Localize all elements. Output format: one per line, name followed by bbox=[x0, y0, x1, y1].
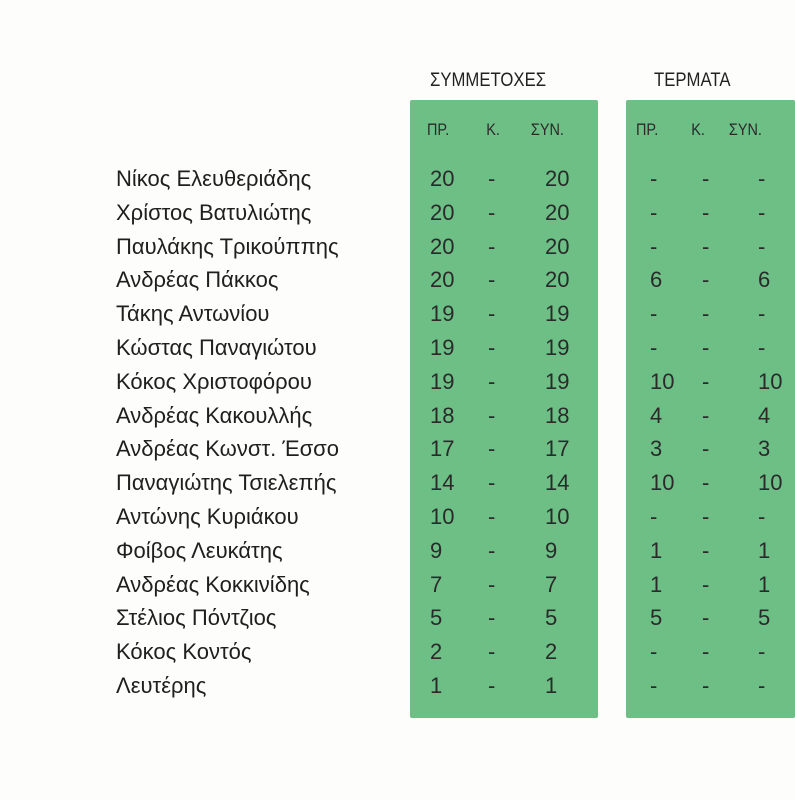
goal-cell: - bbox=[650, 639, 658, 664]
goal-cell: 10 bbox=[758, 470, 783, 495]
goals-col-sub: Κ. bbox=[691, 120, 705, 139]
appearance-cell: 20 bbox=[430, 234, 455, 259]
appearance-cell: 19 bbox=[545, 335, 570, 360]
goal-cell: - bbox=[758, 301, 766, 326]
appearance-cell: 19 bbox=[545, 301, 570, 326]
appearance-cell: 19 bbox=[430, 335, 455, 360]
appearance-cell: - bbox=[488, 538, 496, 563]
appearance-cell: - bbox=[488, 166, 496, 191]
player-name: Αντώνης Κυριάκου bbox=[116, 504, 299, 529]
player-name: Παυλάκης Τρικούππης bbox=[116, 234, 339, 259]
appearance-cell: - bbox=[488, 572, 496, 597]
appearance-cell: 17 bbox=[430, 436, 455, 461]
player-name: Στέλιος Πόντζιος bbox=[116, 605, 277, 630]
goal-cell: - bbox=[702, 267, 710, 292]
apps-col-start: ΠΡ. bbox=[426, 120, 450, 139]
goal-cell: - bbox=[702, 200, 710, 225]
goal-cell: 10 bbox=[650, 470, 675, 495]
goal-cell: - bbox=[702, 436, 710, 461]
appearance-cell: 18 bbox=[545, 403, 570, 428]
goal-cell: 5 bbox=[758, 605, 771, 630]
goal-cell: 4 bbox=[650, 403, 663, 428]
appearance-cell: - bbox=[488, 470, 496, 495]
appearance-cell: 19 bbox=[430, 301, 455, 326]
appearances-title: ΣΥΜΜΕΤΟΧΕΣ bbox=[430, 70, 547, 91]
goal-cell: - bbox=[758, 166, 766, 191]
appearance-cell: - bbox=[488, 605, 496, 630]
goal-cell: - bbox=[758, 200, 766, 225]
appearance-cell: 20 bbox=[430, 200, 455, 225]
appearance-cell: - bbox=[488, 639, 496, 664]
appearance-cell: 19 bbox=[545, 369, 570, 394]
player-name: Ανδρέας Κοκκινίδης bbox=[116, 572, 310, 597]
player-name: Λευτέρης bbox=[116, 673, 207, 698]
goal-cell: - bbox=[702, 470, 710, 495]
goal-cell: 6 bbox=[650, 267, 663, 292]
goal-cell: 1 bbox=[650, 572, 663, 597]
player-name: Κόκος Χριστοφόρου bbox=[116, 369, 312, 394]
goal-cell: - bbox=[758, 335, 766, 360]
goals-col-start: ΠΡ. bbox=[635, 120, 659, 139]
appearance-cell: 20 bbox=[430, 267, 455, 292]
goal-cell: - bbox=[758, 673, 766, 698]
goal-cell: - bbox=[702, 166, 710, 191]
player-name: Ανδρέας Κακουλλής bbox=[116, 403, 313, 428]
appearance-cell: - bbox=[488, 335, 496, 360]
appearance-cell: 5 bbox=[545, 605, 558, 630]
appearance-cell: 10 bbox=[430, 504, 455, 529]
goal-cell: - bbox=[650, 234, 658, 259]
goal-cell: 10 bbox=[650, 369, 675, 394]
appearance-cell: 9 bbox=[545, 538, 558, 563]
goal-cell: 5 bbox=[650, 605, 663, 630]
player-name: Φοίβος Λευκάτης bbox=[116, 538, 283, 563]
player-name: Κώστας Παναγιώτου bbox=[116, 335, 317, 360]
goal-cell: 1 bbox=[650, 538, 663, 563]
apps-col-sub: Κ. bbox=[486, 120, 500, 139]
goal-cell: - bbox=[758, 639, 766, 664]
goal-cell: - bbox=[758, 504, 766, 529]
goal-cell: - bbox=[650, 673, 658, 698]
appearance-cell: - bbox=[488, 436, 496, 461]
appearance-cell: 14 bbox=[545, 470, 570, 495]
goal-cell: - bbox=[702, 639, 710, 664]
appearance-cell: 19 bbox=[430, 369, 455, 394]
goal-cell: - bbox=[650, 166, 658, 191]
apps-col-total: ΣΥΝ. bbox=[530, 120, 564, 139]
appearance-cell: - bbox=[488, 403, 496, 428]
player-name: Τάκης Αντωνίου bbox=[116, 301, 270, 326]
goal-cell: 1 bbox=[758, 538, 771, 563]
appearance-cell: 7 bbox=[545, 572, 558, 597]
goal-cell: - bbox=[650, 504, 658, 529]
goal-cell: - bbox=[702, 572, 710, 597]
goal-cell: 3 bbox=[758, 436, 771, 461]
appearance-cell: 14 bbox=[430, 470, 455, 495]
goal-cell: - bbox=[650, 301, 658, 326]
appearance-cell: - bbox=[488, 267, 496, 292]
goal-cell: 6 bbox=[758, 267, 771, 292]
player-name: Νίκος Ελευθεριάδης bbox=[116, 166, 312, 191]
player-name: Ανδρέας Κωνστ. Έσσο bbox=[116, 436, 339, 461]
goal-cell: - bbox=[702, 403, 710, 428]
appearance-cell: - bbox=[488, 200, 496, 225]
appearance-cell: 5 bbox=[430, 605, 443, 630]
goal-cell: - bbox=[758, 234, 766, 259]
goal-cell: - bbox=[702, 504, 710, 529]
appearance-cell: - bbox=[488, 504, 496, 529]
goal-cell: - bbox=[702, 369, 710, 394]
goal-cell: 3 bbox=[650, 436, 663, 461]
appearance-cell: 20 bbox=[545, 234, 570, 259]
appearance-cell: 2 bbox=[545, 639, 558, 664]
appearance-cell: 1 bbox=[430, 673, 443, 698]
appearance-cell: 7 bbox=[430, 572, 443, 597]
appearance-cell: 10 bbox=[545, 504, 570, 529]
appearance-cell: 2 bbox=[430, 639, 443, 664]
goal-cell: - bbox=[702, 605, 710, 630]
player-name: Παναγιώτης Τσιελεπής bbox=[116, 470, 337, 495]
player-name: Χρίστος Βατυλιώτης bbox=[116, 200, 312, 225]
appearance-cell: - bbox=[488, 301, 496, 326]
appearance-cell: 20 bbox=[545, 267, 570, 292]
goal-cell: - bbox=[702, 234, 710, 259]
goal-cell: - bbox=[702, 301, 710, 326]
appearance-cell: 20 bbox=[430, 166, 455, 191]
appearance-cell: 17 bbox=[545, 436, 570, 461]
goal-cell: 1 bbox=[758, 572, 771, 597]
goal-cell: - bbox=[650, 335, 658, 360]
goal-cell: - bbox=[702, 673, 710, 698]
goal-cell: - bbox=[650, 200, 658, 225]
goals-col-total: ΣΥΝ. bbox=[728, 120, 762, 139]
goals-title: ΤΕΡΜΑΤΑ bbox=[654, 70, 731, 91]
appearance-cell: 20 bbox=[545, 166, 570, 191]
goal-cell: 4 bbox=[758, 403, 771, 428]
appearance-cell: 9 bbox=[430, 538, 443, 563]
appearance-cell: 18 bbox=[430, 403, 455, 428]
goal-cell: - bbox=[702, 538, 710, 563]
appearance-cell: - bbox=[488, 369, 496, 394]
goal-cell: 10 bbox=[758, 369, 783, 394]
appearance-cell: - bbox=[488, 234, 496, 259]
player-name: Κόκος Κοντός bbox=[116, 639, 252, 664]
goal-cell: - bbox=[702, 335, 710, 360]
appearance-cell: - bbox=[488, 673, 496, 698]
player-name: Ανδρέας Πάκκος bbox=[116, 267, 279, 292]
appearance-cell: 20 bbox=[545, 200, 570, 225]
appearance-cell: 1 bbox=[545, 673, 558, 698]
